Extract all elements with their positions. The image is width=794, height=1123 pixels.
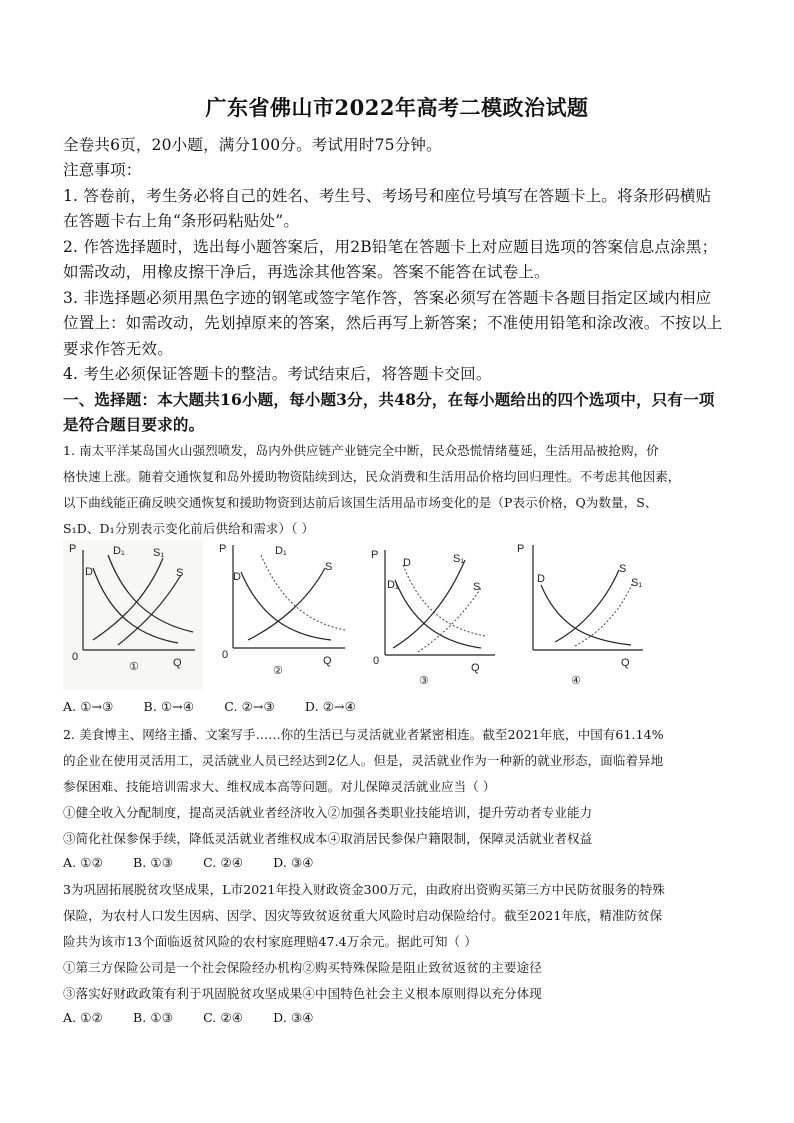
q1-line-4: S₁D、D₁分别表示变化前后供给和需求）（ ）	[63, 521, 315, 536]
q1-line-3: 以下曲线能正确反映交通恢复和援助物资到达前后该国生活用品市场变化的是（P表示价格，Q为数量，S、	[63, 495, 658, 510]
notice-item-4: 4. 考生必须保证答题卡的整洁。考试结束后，将答题卡交回。	[63, 365, 492, 383]
notice-item-1: 1. 答卷前，考生务必将自己的姓名、考生号、考场号和座位号填写在答题卡上。将条形码横贴	[63, 187, 712, 205]
q1-graph-panel	[63, 540, 673, 690]
graph-number: ②	[273, 665, 283, 677]
q2-choice-34: ③简化社保参保手续，降低灵活就业者维权成本④取消居民参保户籍限制，保障灵活就业者权益	[63, 831, 593, 846]
q2-option-d: D. ③④	[273, 855, 314, 870]
notice-item-1-cont: 在答题卡右上角“条形码粘贴处”。	[63, 212, 300, 230]
quantity-axis-label: Q	[471, 662, 480, 674]
q2-option-a: A. ①②	[63, 855, 103, 870]
q3-options	[63, 1010, 743, 1025]
q1-option-a: A. ①→③	[63, 699, 114, 714]
notice-heading: 注意事项：	[63, 161, 142, 179]
q3-option-d: D. ③④	[273, 1010, 314, 1025]
notice-item-3: 3. 非选择题必须用黑色字迹的钢笔或签字笔作答，答案必须写在答题卡各题目指定区域内相应	[63, 289, 712, 307]
q3-line-2: 保险，为农村人口发生因病、因学、因灾等致贫返贫重大风险时启动保险给付。截至2021年底，精准防贫保	[63, 908, 663, 923]
q3-option-b: B. ①③	[132, 1010, 174, 1025]
demand-label: D	[233, 571, 241, 583]
q3-choice-12: ①第三方保险公司是一个社会保险经办机构②购买特殊保险是阻止致贫返贫的主要途径	[63, 960, 542, 975]
supply-label: S	[619, 563, 627, 575]
q1-option-c: C. ②→③	[224, 699, 275, 714]
q2-line-2: 的企业在使用灵活用工，灵活就业人员已经达到2亿人。但是，灵活就业作为一种新的就业形态，面临着异地	[63, 753, 664, 768]
section-heading: 一、选择题：本大题共16小题，每小题3分，共48分，在每小题给出的四个选项中，只有一项	[63, 390, 715, 409]
exam-info: 全卷共6页，20小题，满分100分。考试用时75分钟。	[63, 136, 442, 154]
supply-label: S	[473, 581, 481, 593]
demand-1-label: D₁	[275, 545, 287, 557]
origin-label: 0	[373, 655, 380, 667]
price-axis-label: P	[371, 549, 379, 561]
page-title: 广东省佛山市2022年高考二模政治试题	[205, 95, 589, 120]
demand-label: D	[537, 573, 545, 585]
q1-graph-3	[363, 540, 503, 690]
quantity-axis-label: Q	[621, 657, 630, 669]
q2-choice-12: ①健全收入分配制度，提高灵活就业者经济收入②加强各类职业技能培训，提升劳动者专业能力	[63, 805, 593, 820]
graph-number: ③	[419, 675, 429, 687]
supply-1-label: S₁	[453, 553, 465, 565]
demand-1-label: D₁	[113, 545, 125, 557]
notice-item-3-cont: 位置上：如需改动，先划掉原来的答案，然后再写上新答案；不准使用铅笔和涂改液。不按以上	[63, 314, 723, 332]
demand-label: D	[403, 557, 411, 569]
q3-option-a: A. ①②	[63, 1010, 103, 1025]
origin-label: 0	[72, 651, 79, 663]
q3-line-1: 3为巩固拓展脱贫攻坚成果，L市2021年投入财政资金300万元，由政府出资购买第三方中民防贫服务的特殊	[63, 882, 666, 897]
supply-1-label: S₁	[631, 577, 643, 589]
origin-label: 0	[222, 649, 229, 661]
graph-number: ①	[129, 661, 139, 673]
q3-line-3: 险共为该市13个面临返贫风险的农村家庭理赔47.4万余元。据此可知（ ）	[63, 934, 477, 949]
supply-label: S	[176, 567, 184, 579]
supply-1-label: S₁	[153, 547, 165, 559]
q1-graph-4	[513, 540, 653, 690]
demand-label: D	[85, 566, 93, 578]
q1-option-d: D. ②→④	[304, 699, 356, 714]
supply-label: S	[325, 561, 333, 573]
q2-option-b: B. ①③	[132, 855, 174, 870]
demand-1-label: D₁	[387, 579, 399, 591]
q2-option-c: C. ②④	[203, 855, 244, 870]
price-axis-label: P	[69, 543, 77, 555]
quantity-axis-label: Q	[173, 657, 182, 669]
notice-item-2: 2. 作答选择题时，选出每小题答案后，用2B铅笔在答题卡上对应题目选项的答案信息点涂黑；	[63, 238, 718, 256]
q1-graph-2	[213, 540, 353, 690]
q1-line-2: 格快速上涨。随着交通恢复和岛外援助物资陆续到达，民众消费和生活用品价格均回归理性。不考虑其他因素，	[63, 469, 681, 484]
price-axis-label: P	[517, 543, 525, 555]
q3-choice-34: ③落实好财政政策有利于巩固脱贫攻坚成果④中国特色社会主义根本原则得以充分体现	[63, 986, 542, 1001]
notice-item-3-cont2: 要求作答无效。	[63, 340, 173, 358]
graph-number: ④	[571, 675, 581, 687]
q1-line-1: 1. 南太平洋某岛国火山强烈喷发，岛内外供应链产业链完全中断，民众恐慌情绪蔓延，生活用品被抢购，价	[63, 443, 659, 458]
notice-item-2-cont: 如需改动，用橡皮擦干净后，再选涂其他答案。答案不能答在试卷上。	[63, 263, 550, 281]
q2-options	[63, 855, 743, 870]
price-axis-label: P	[219, 543, 227, 555]
q2-line-3: 参保困难、技能培训需求大、维权成本高等问题。对儿保障灵活就业应当（ ）	[63, 779, 496, 794]
section-heading-cont: 是符合题目要求的。	[63, 415, 205, 434]
q1-option-b: B. ①→④	[143, 699, 195, 714]
q2-line-1: 2. 美食博主、网络主播、文案写手……你的生活已与灵活就业者紧密相连。截至2021年底，中国有61.14%	[63, 727, 664, 742]
q3-option-c: C. ②④	[203, 1010, 244, 1025]
q1-graph-1	[63, 540, 203, 690]
q1-options	[63, 699, 743, 714]
quantity-axis-label: Q	[323, 655, 332, 667]
